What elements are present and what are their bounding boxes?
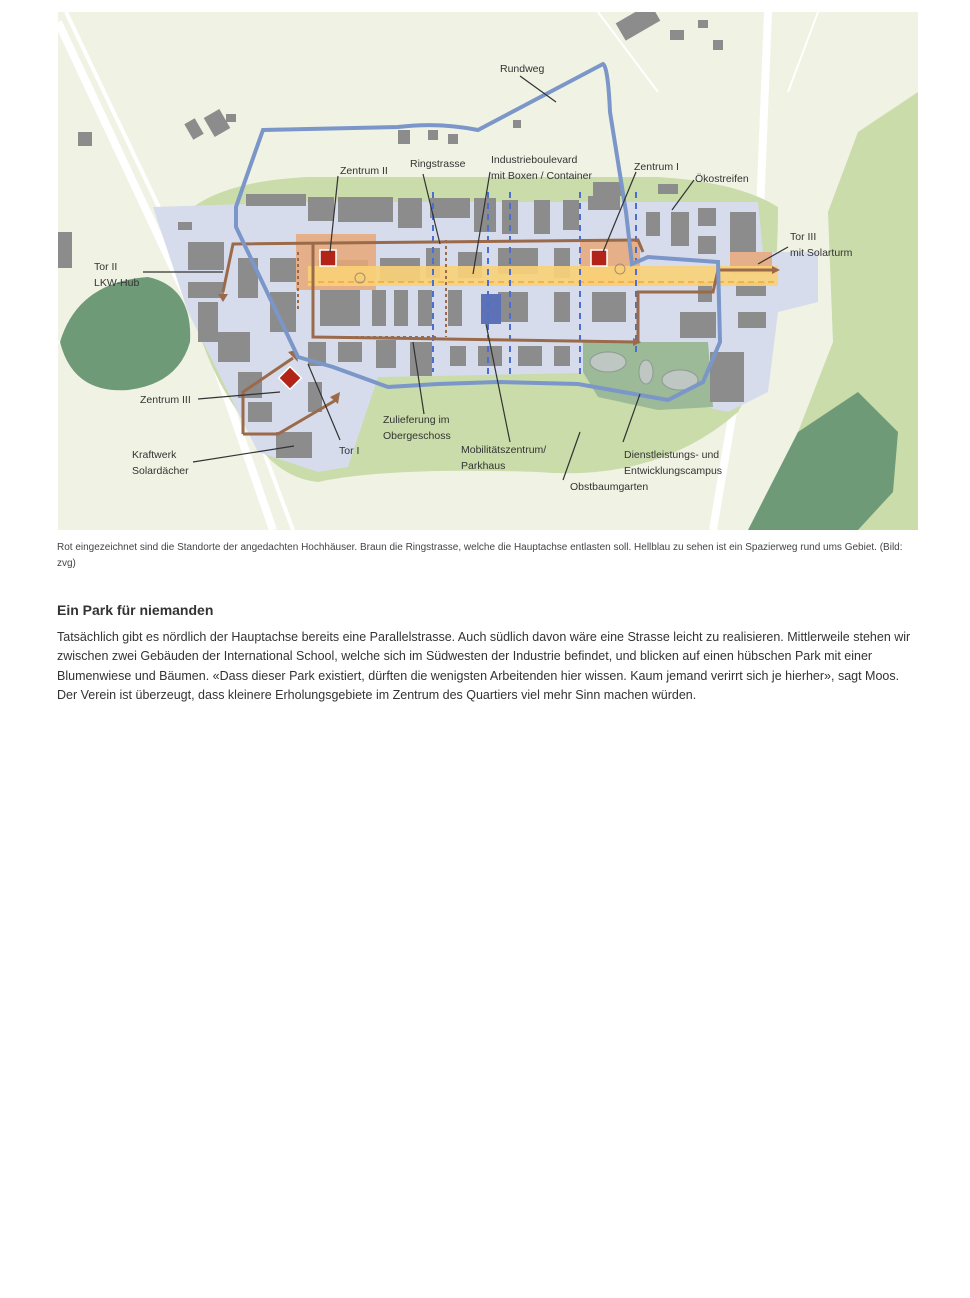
site-plan-map bbox=[58, 12, 918, 530]
tower-zentrum-1 bbox=[591, 250, 607, 266]
section-heading: Ein Park für niemanden bbox=[57, 602, 214, 618]
label-obstbaumgarten: Obstbaumgarten bbox=[570, 481, 649, 493]
label-dienstleistung-1: Dienstleistungs- und bbox=[624, 449, 720, 461]
label-zentrum-3: Zentrum III bbox=[140, 394, 191, 406]
tower-zentrum-2 bbox=[320, 250, 336, 266]
parking-house bbox=[481, 294, 501, 324]
label-zentrum-2: Zentrum II bbox=[340, 165, 388, 177]
label-ringstrasse: Ringstrasse bbox=[410, 158, 466, 170]
article-paragraph: Tatsächlich gibt es nördlich der Hauptachse bereits eine Parallelstrasse. Auch südlich davon wäre eine Strasse leicht zu realisieren. Mittlerweile stehen wir zwischen zwei Gebäuden der International School, welche sich im Südwesten der Industrie befindet, und blicken auf einen hübschen Park mit einer Blumenwiese und Bäumen. «Dass dieser Park existiert, dürften die wenigsten Arbeitenden hier wissen. Kaum jemand verirrt sich je hierher», sagt Moos. Der Verein ist überzeugt, dass kleinere Erholungsgebiete im Zentrum des Quartiers viel mehr Sinn machen würden. bbox=[57, 630, 911, 703]
label-mobilitaet-1: Mobilitätszentrum/ bbox=[461, 444, 547, 456]
label-rundweg: Rundweg bbox=[500, 63, 545, 75]
main-axis bbox=[308, 266, 778, 286]
figure-caption: Rot eingezeichnet sind die Standorte der angedachten Hochhäuser. Braun die Ringstrasse, welche die Hauptachse entlasten soll. Hellblau zu sehen ist ein Spazierweg rund ums Gebiet. (Bild: zvg) bbox=[57, 542, 903, 569]
map-figure bbox=[58, 12, 918, 530]
label-tor-3-1: Tor III bbox=[790, 231, 817, 243]
label-zulieferung-2: Obergeschoss bbox=[383, 430, 451, 442]
label-oekostreifen: Ökostreifen bbox=[695, 173, 749, 185]
label-tor-3-2: mit Solarturm bbox=[790, 247, 853, 259]
label-tor-2-2: LKW-Hub bbox=[94, 277, 140, 289]
label-industrieboulevard-2: mit Boxen / Container bbox=[491, 170, 592, 182]
label-kraftwerk-2: Solardächer bbox=[132, 465, 189, 477]
label-industrieboulevard-1: Industrieboulevard bbox=[491, 154, 578, 166]
label-tor-1: Tor I bbox=[339, 445, 360, 457]
label-dienstleistung-2: Entwicklungscampus bbox=[624, 465, 723, 477]
label-mobilitaet-2: Parkhaus bbox=[461, 460, 506, 472]
label-zentrum-1: Zentrum I bbox=[634, 161, 679, 173]
label-tor-2-1: Tor II bbox=[94, 261, 118, 273]
label-zulieferung-1: Zulieferung im bbox=[383, 414, 450, 426]
article-section bbox=[57, 600, 917, 706]
label-kraftwerk-1: Kraftwerk bbox=[132, 449, 177, 461]
